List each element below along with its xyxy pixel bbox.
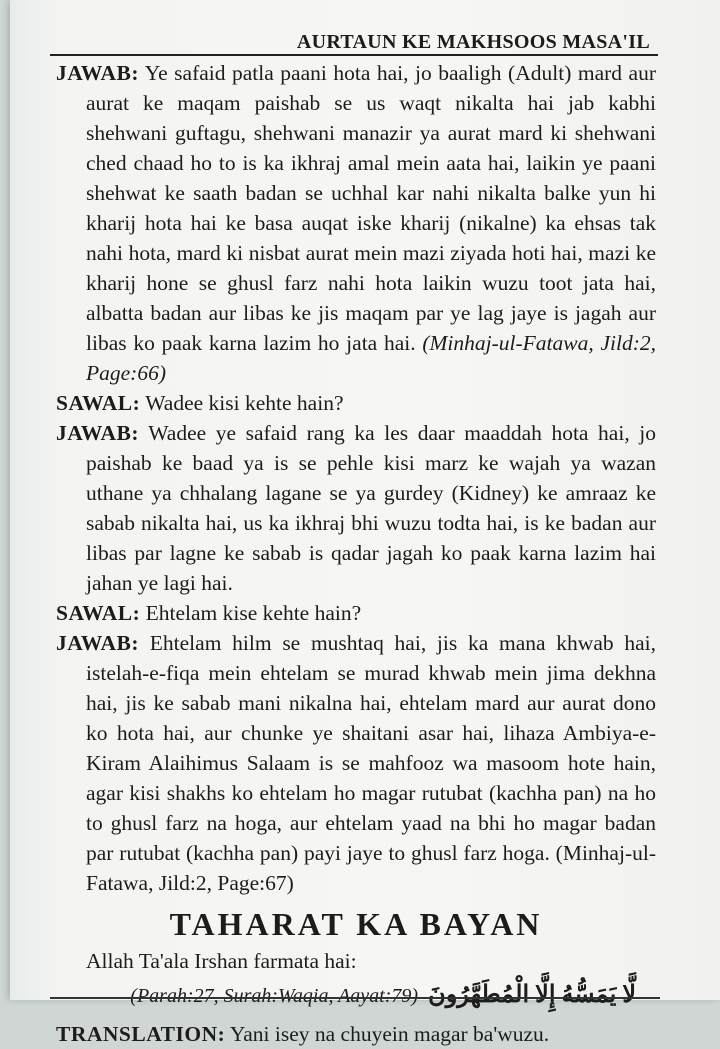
question-label: SAWAL: — [56, 391, 141, 415]
verse-row — [56, 980, 656, 1011]
book-page — [10, 0, 720, 1046]
answer-paragraph — [56, 58, 656, 388]
question-label: SAWAL: — [56, 601, 141, 625]
answer-label: JAWAB: — [56, 631, 140, 655]
reference-citation: (Minhaj-ul-Fatawa, Jild:2, Page:66) — [86, 331, 656, 385]
header-rule — [50, 54, 658, 56]
answer-label: JAWAB: — [56, 421, 140, 445]
translation-text: Yani isey na chuyein magar ba'wuzu. — [225, 1022, 550, 1046]
bottom-rule — [50, 997, 660, 999]
section-title: TAHARAT KA BAYAN — [169, 906, 543, 942]
translation-line — [56, 1019, 656, 1049]
answer-text: Ye safaid patla paani hota hai, jo baaligh (Adult) mard aur aurat ke maqam paishab se us waqt nikalta hai jab kabhi shehwani guftagu, shehwani manazir ya aurat mard ki shehwani ched chaad ho to is ka ikhraj amal mein aata hai, laikin ye paani shehwat ke saath badan se uchhal kar nahi nikalta balke yun hi kharij hota hai ke basa auqat iske kharij (nikalne) ka ehsas tak nahi hota, mard ki nisbat aurat mein mazi ziyada hoti hai, mazi ke kharij hone se ghusl farz nahi hota laikin wuzu toot jata hai, albatta badan aur libas ke jis maqam par ye lag jaye is jagah aur libas ko paak karna lazim ho jata hai. — [86, 61, 656, 355]
question-text: Wadee kisi kehte hain? — [140, 391, 344, 415]
answer-text: Wadee ye safaid rang ka les daar maaddah hota hai, jo paishab ke baad ya is se pehle kisi marz ke wajah ya wazan uthane ya chhalang lagane se ya gurdey (Kidney) ke amraaz ke sabab nikalta hai, us ka ikhraj bhi wuzu todta hai, is ke badan aur libas par lagne ke sabab is qadar jagah ko paak karna lazim hai jahan ye lagi hai. — [86, 421, 656, 595]
arabic-verse: لَّا يَمَسُّهُ إِلَّا الْمُطَهَّرُونَ — [428, 982, 636, 1008]
page-content — [56, 58, 656, 1049]
running-header: AURTAUN KE MAKHSOOS MASA'IL — [296, 31, 650, 53]
question-text: Ehtelam kise kehte hain? — [140, 601, 362, 625]
answer-text: Ehtelam hilm se mushtaq hai, jis ka mana khwab hai, istelah-e-fiqa mein ehtelam se murad khwab mein jima dekhna hai, jis ke sabab mani nikalna hai, ehtelam mard aur aurat dono ko hota hai, aur chunke ye shaitani asar hai, lihaza Ambiya-e-Kiram Alaihimus Salaam is se mahfooz wa masoom hote hain, agar kisi shakhs ko ehtelam ho magar rutubat (kachha pan) na ho to ghusl farz na hoga, aur ehtelam yaad na bhi ho magar badan par rutubat (kachha pan) payi jaye to ghusl farz hoga. (Minhaj-ul-Fatawa, Jild:2, Page:67) — [86, 631, 656, 895]
translation-label: TRANSLATION: — [56, 1022, 226, 1046]
answer-label: JAWAB: — [56, 61, 140, 85]
question-paragraph — [56, 388, 656, 418]
answer-paragraph — [56, 418, 656, 598]
verse-reference: (Parah:27, Surah:Waqia, Aayat:79) — [130, 985, 419, 1007]
question-paragraph — [56, 598, 656, 628]
section-intro: Allah Ta'ala Irshan farmata hai: — [86, 949, 357, 973]
answer-paragraph — [56, 628, 656, 898]
